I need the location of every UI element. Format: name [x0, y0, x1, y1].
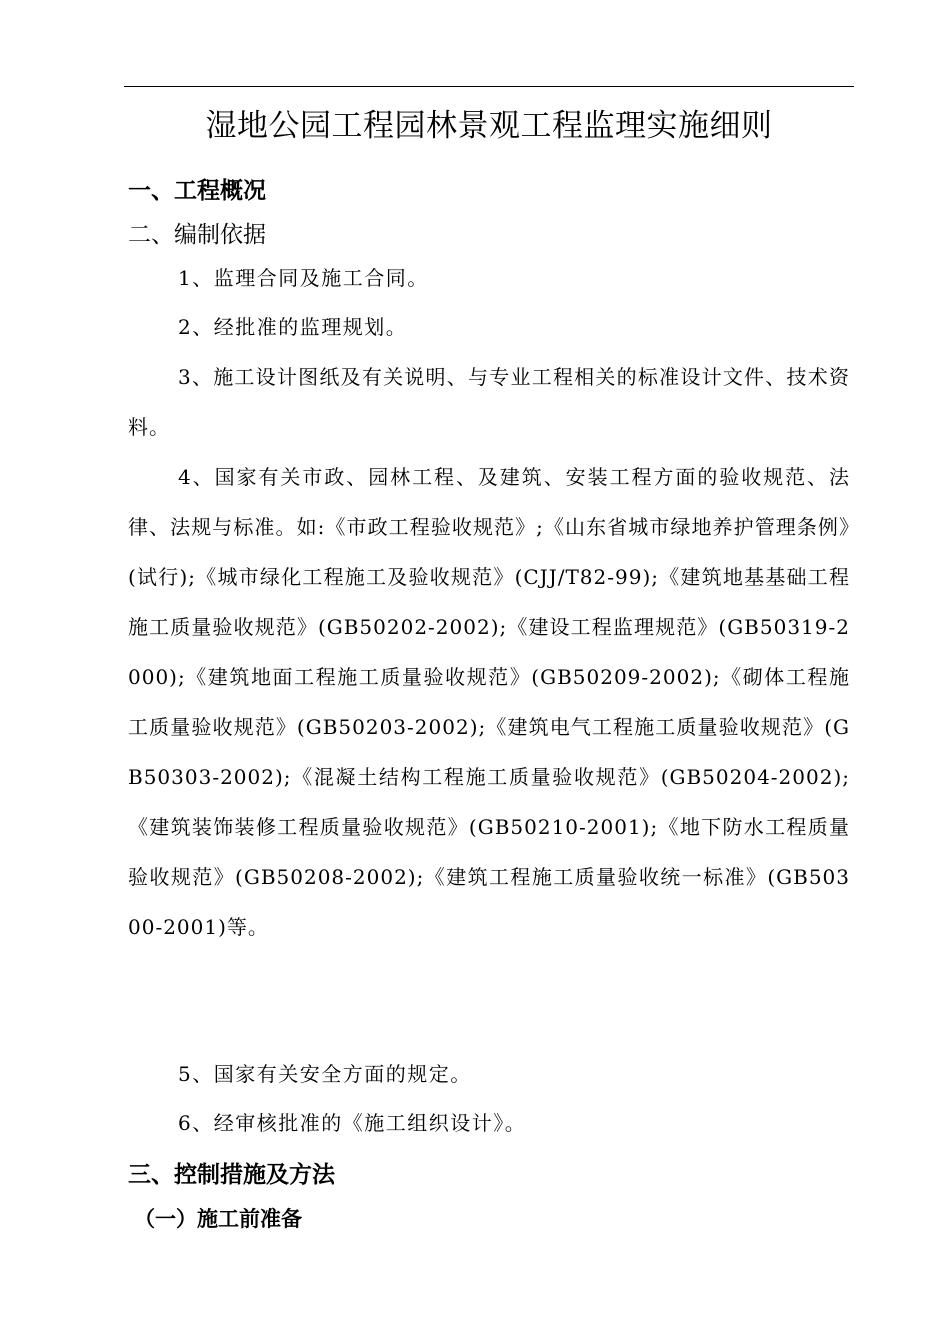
basis-item-2: 2、经批准的监理规划。: [178, 315, 408, 339]
header-rule: [124, 86, 854, 87]
subsection-heading-preparation: （一）施工前准备: [134, 1207, 302, 1231]
basis-item-6: 6、经审核批准的《施工组织设计》。: [178, 1111, 527, 1135]
section-heading-control-measures: 三、控制措施及方法: [128, 1162, 335, 1188]
basis-item-5: 5、国家有关安全方面的规定。: [178, 1062, 472, 1086]
section-heading-basis: 二、编制依据: [128, 222, 266, 248]
basis-item-4: 4、国家有关市政、园林工程、及建筑、安装工程方面的验收规范、法律、法规与标准。如:《市政工程验收规范》;《山东省城市绿地养护管理条例》(试行);《城市绿化工程施工及验收规范》(CJJ/T82-99);《建筑地基基础工程施工质量验收规范》(GB50202-2002);《建设工程监理规范》(GB50319-2000);《建筑地面工程施工质量验收规范》(GB50209-2002);《砌体工程施工质量验收规范》(GB50203-2002);《建筑电气工程施工质量验收规范》(GB50303-2002);《混凝土结构工程施工质量验收规范》(GB50204-2002);《建筑装饰装修工程质量验收规范》(GB50210-2001);《地下防水工程质量验收规范》(GB50208-2002);《建筑工程施工质量验收统一标准》(GB50300-2001)等。: [128, 465, 850, 939]
section-heading-overview: 一、工程概况: [128, 178, 266, 204]
basis-item-1: 1、监理合同及施工合同。: [178, 266, 429, 290]
document-title: 湿地公园工程园林景观工程监理实施细则: [205, 108, 773, 144]
basis-item-3: 3、施工设计图纸及有关说明、与专业工程相关的标准设计文件、技术资料。: [128, 365, 850, 439]
